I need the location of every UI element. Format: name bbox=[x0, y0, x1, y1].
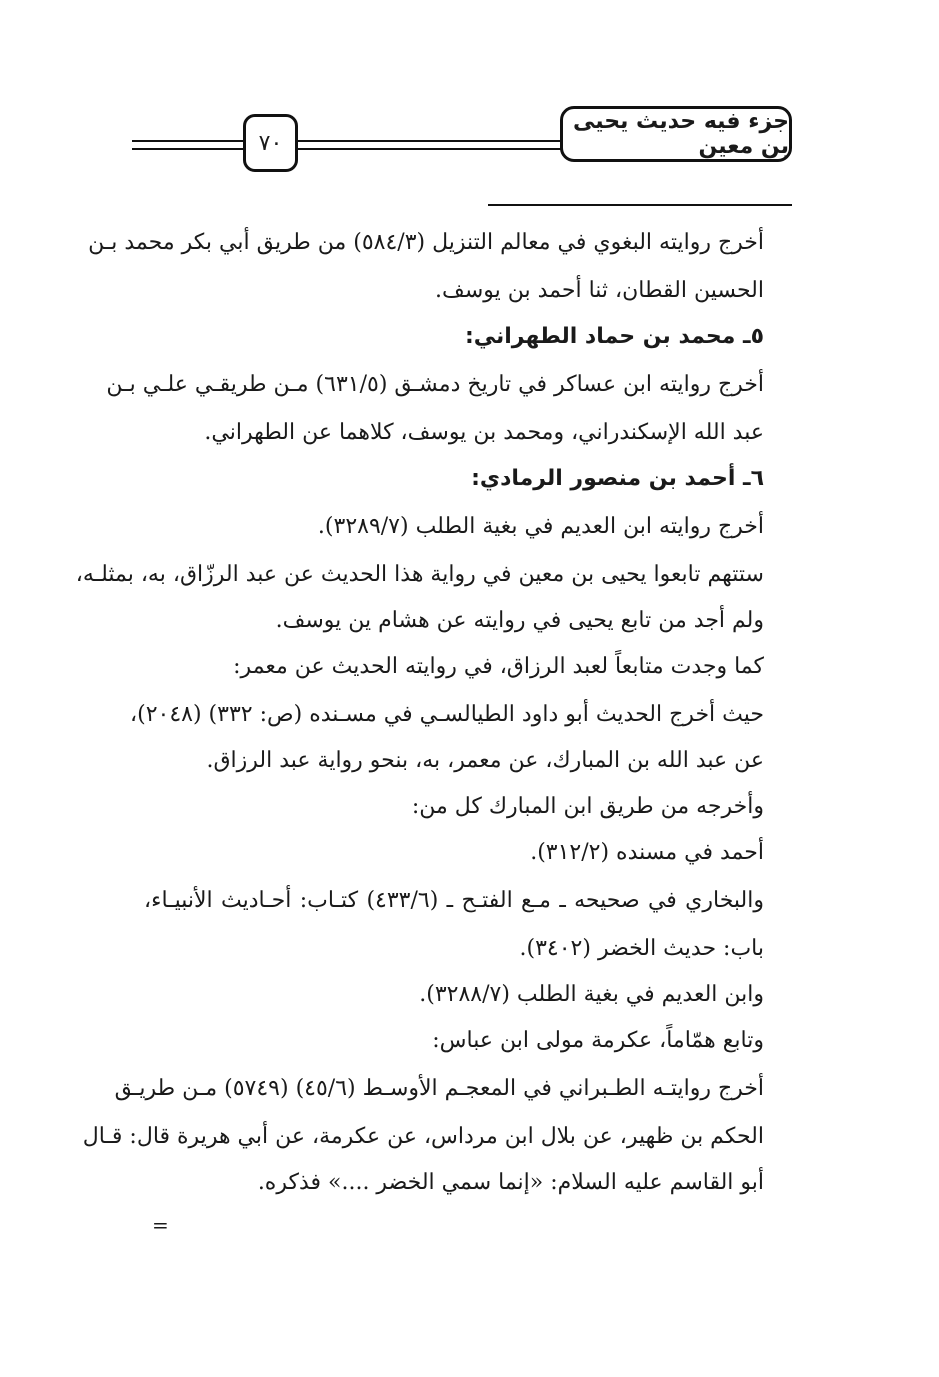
text-line: عن عبد الله بن المبارك، عن معمر، به، بنحو رواية عبد الرزاق. bbox=[206, 748, 764, 773]
text-line: وابن العديم في بغية الطلب (٣٢٨٨/٧). bbox=[419, 982, 764, 1007]
text-line: عبد الله الإسكندراني، ومحمد بن يوسف، كلاهما عن الطهراني. bbox=[204, 420, 764, 445]
text-line: وأخرجه من طريق ابن المبارك كل من: bbox=[411, 794, 764, 819]
page-number: ٧٠ bbox=[258, 130, 283, 156]
page-number-box bbox=[243, 114, 298, 172]
text-line: حيث أخرج الحديث أبو داود الطيالسـي في مسـنده (ص: ٣٣٢) (٢٠٤٨)، bbox=[130, 702, 764, 727]
text-line: أخرج روايته ابن العديم في بغية الطلب (٣٢٨٩/٧). bbox=[317, 514, 764, 539]
book-title-box bbox=[560, 106, 792, 162]
text-line: أحمد في مسنده (٣١٢/٢). bbox=[530, 840, 764, 865]
text-top-rule bbox=[488, 204, 792, 206]
text-line: أخرج روايتـه الطـبراني في المعجـم الأوسـط (٤٥/٦) (٥٧٤٩) مـن طريـق bbox=[114, 1076, 764, 1101]
text-line: أخرج روايته ابن عساكر في تاريخ دمشـق (٦٣١/٥) مـن طريقـي علـي بـن bbox=[106, 372, 764, 397]
text-line: وتابع همّاماً، عكرمة مولى ابن عباس: bbox=[432, 1028, 764, 1053]
text-line: الحسين القطان، ثنا أحمد بن يوسف. bbox=[435, 278, 764, 303]
section-heading: ٥ـ محمد بن حماد الطهراني: bbox=[464, 324, 764, 349]
text-line: ستتهم تابعوا يحيى بن معين في رواية هذا الحديث عن عبد الرزّاق، به، بمثلـه، bbox=[75, 562, 764, 587]
text-line: الحكم بن ظهير، عن بلال ابن مرداس، عن عكرمة، عن أبي هريرة قال: قـال bbox=[82, 1124, 764, 1149]
text-line: ولم أجد من تابع يحيى في روايته عن هشام ين يوسف. bbox=[275, 608, 764, 633]
text-line: والبخاري في صحيحه ـ مـع الفتـح ـ (٤٣٣/٦) كتـاب: أحـاديث الأنبيـاء، bbox=[144, 888, 764, 913]
section-heading: ٦ـ أحمد بن منصور الرمادي: bbox=[471, 466, 764, 491]
continuation-mark: = bbox=[152, 1213, 169, 1237]
text-line: أخرج روايته البغوي في معالم التنزيل (٥٨٤/٣) من طريق أبي بكر محمد بـن bbox=[88, 230, 764, 255]
text-line: كما وجدت متابعاً لعبد الرزاق، في روايته الحديث عن معمر: bbox=[233, 654, 764, 679]
book-title: جزء فيه حديث يحيى بن معين bbox=[573, 109, 789, 159]
text-line: أبو القاسم عليه السلام: «إنما سمي الخضر ....» فذكره. bbox=[257, 1170, 764, 1195]
text-line: باب: حديث الخضر (٣٤٠٢). bbox=[519, 936, 764, 961]
